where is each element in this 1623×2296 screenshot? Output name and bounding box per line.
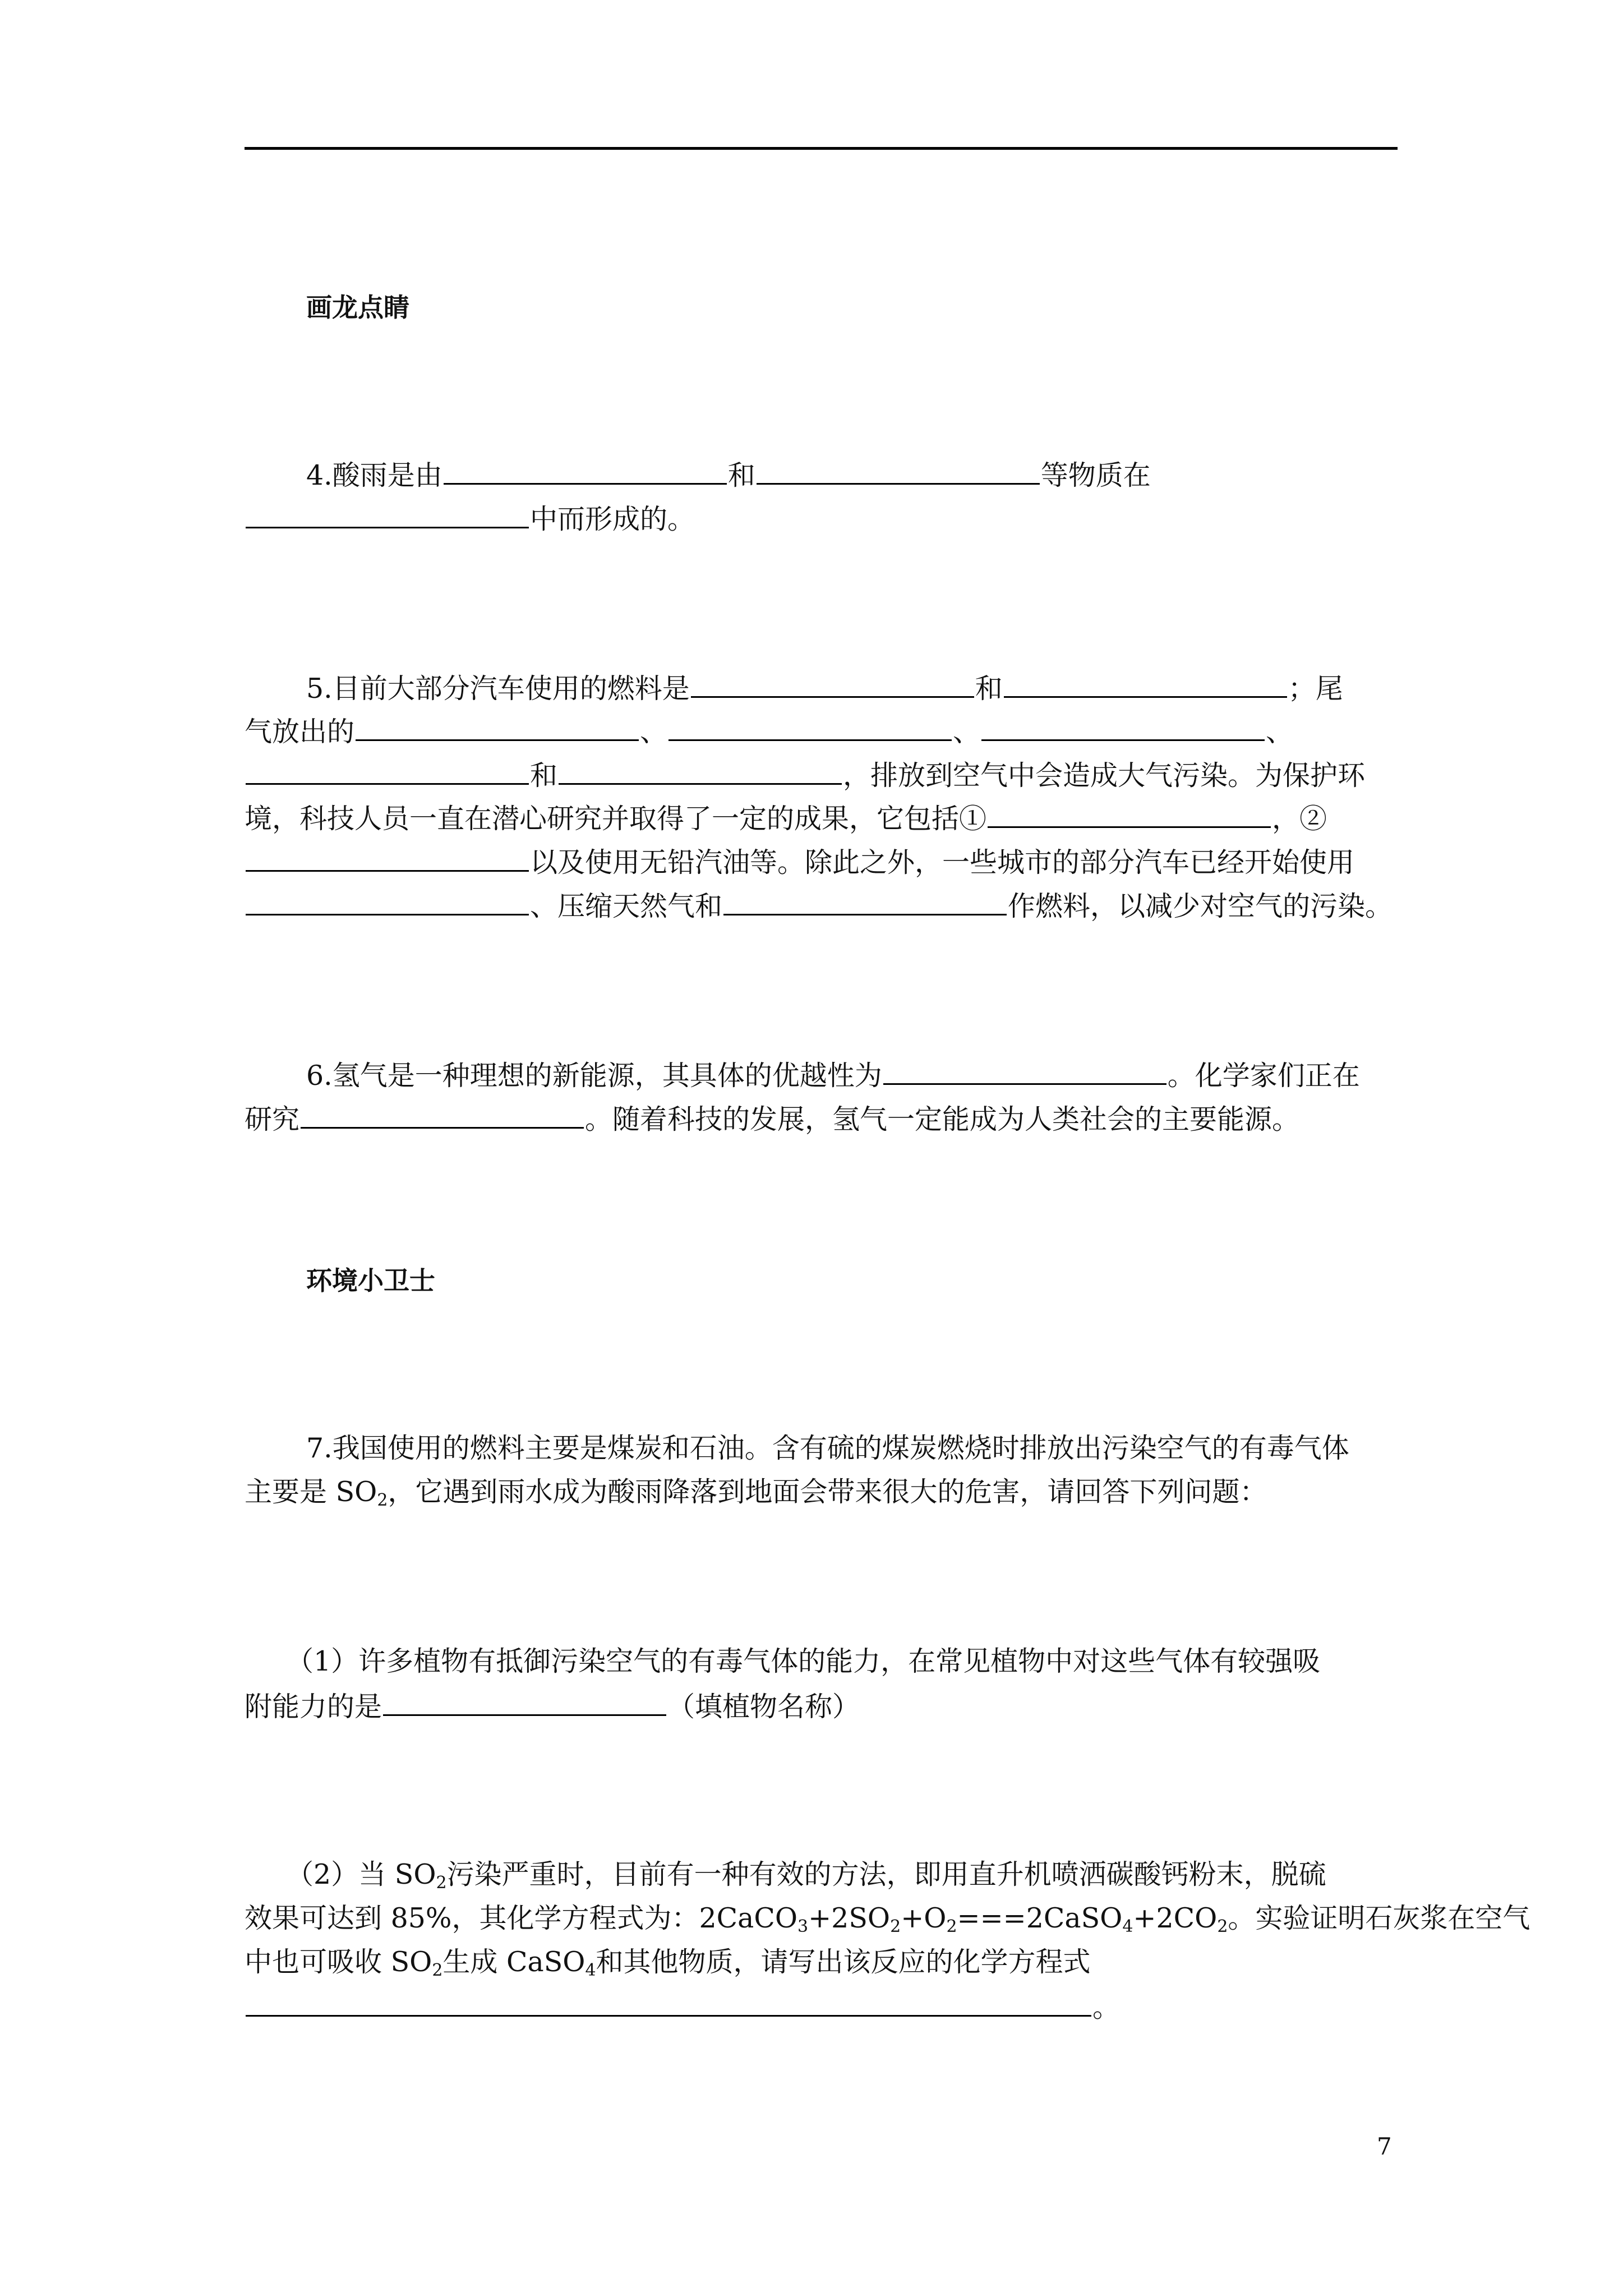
answer-blank[interactable] (883, 1057, 1166, 1085)
answer-blank[interactable] (559, 757, 842, 785)
answer-blank[interactable] (691, 670, 974, 698)
q7-part1-line-1: （1）许多植物有抵御污染空气的有毒气体的能力，在常见植物中对这些气体有较强吸 (286, 1645, 1321, 1677)
answer-blank[interactable] (246, 844, 529, 872)
q7-part1-line-2: 附能力的是 （填植物名称） (245, 1688, 860, 1724)
answer-blank-equation[interactable] (246, 1989, 1091, 2017)
answer-blank[interactable] (246, 501, 529, 528)
answer-blank[interactable] (988, 800, 1271, 828)
answer-blank[interactable] (444, 457, 727, 485)
answer-blank[interactable] (383, 1688, 666, 1716)
answer-blank[interactable] (246, 888, 529, 915)
q7-part2-line-3: 中也可吸收 $SO_2$生成 CaSO$_4$和其他物质，请写出该反应的化学方程式 (245, 1946, 1091, 1980)
q5-line-2: 气放出的 、 、 、 (245, 714, 1293, 749)
q5-line-1: 5.目前大部分汽车使用的燃料是 和 ；尾 (306, 670, 1343, 706)
answer-blank[interactable] (356, 714, 639, 741)
q7-part2-line-1: （2）当 $SO_2$污染严重时，目前有一种有效的方法，即用直升机喷洒碳酸钙粉末，脱硫 (286, 1858, 1326, 1893)
answer-blank[interactable] (246, 757, 529, 785)
q6-line-1: 6.氢气是一种理想的新能源，其具体的优越性为 。化学家们正在 (306, 1057, 1360, 1093)
q4-line-2: 中而形成的。 (245, 501, 695, 536)
answer-blank[interactable] (668, 714, 952, 741)
q7-line-2: 主要是 $SO_2$，它遇到雨水成为酸雨降落到地面会带来很大的危害，请回答下列问题： (245, 1476, 1267, 1510)
q5-line-3: 和 ，排放到空气中会造成大气污染。为保护环 (245, 757, 1365, 793)
section-heading-huanjing: 环境小卫士 (306, 1266, 435, 1296)
answer-blank[interactable] (757, 457, 1040, 485)
q7-part2-line-2: 效果可达到 85%，其化学方程式为：$2CaCO_3+2SO_2+O_2===2CaSO_4+2CO_2$。实验证明石灰浆在空气 (245, 1902, 1530, 1936)
answer-blank[interactable] (301, 1101, 584, 1129)
q6-line-2: 研究 。随着科技的发展，氢气一定能成为人类社会的主要能源。 (245, 1101, 1299, 1137)
q5-line-5: 以及使用无铅汽油等。除此之外，一些城市的部分汽车已经开始使用 (245, 844, 1354, 880)
answer-blank[interactable] (723, 888, 1007, 915)
header-rule (245, 147, 1398, 150)
section-heading-hualong: 画龙点睛 (306, 292, 409, 323)
q7-line-1: 7.我国使用的燃料主要是煤炭和石油。含有硫的煤炭燃烧时排放出污染空气的有毒气体 (306, 1432, 1349, 1464)
q4-line-1: 4.酸雨是由 和 等物质在 (306, 457, 1151, 493)
answer-blank[interactable] (981, 714, 1265, 741)
q5-line-6: 、压缩天然气和 作燃料，以减少对空气的污染。 (245, 888, 1393, 923)
q5-line-4: 境，科技人员一直在潜心研究并取得了一定的成果，它包括① ，② (245, 800, 1327, 836)
page-number: 7 (1377, 2133, 1392, 2160)
q7-part2-line-4: 。 (245, 1989, 1120, 2024)
answer-blank[interactable] (1004, 670, 1287, 698)
